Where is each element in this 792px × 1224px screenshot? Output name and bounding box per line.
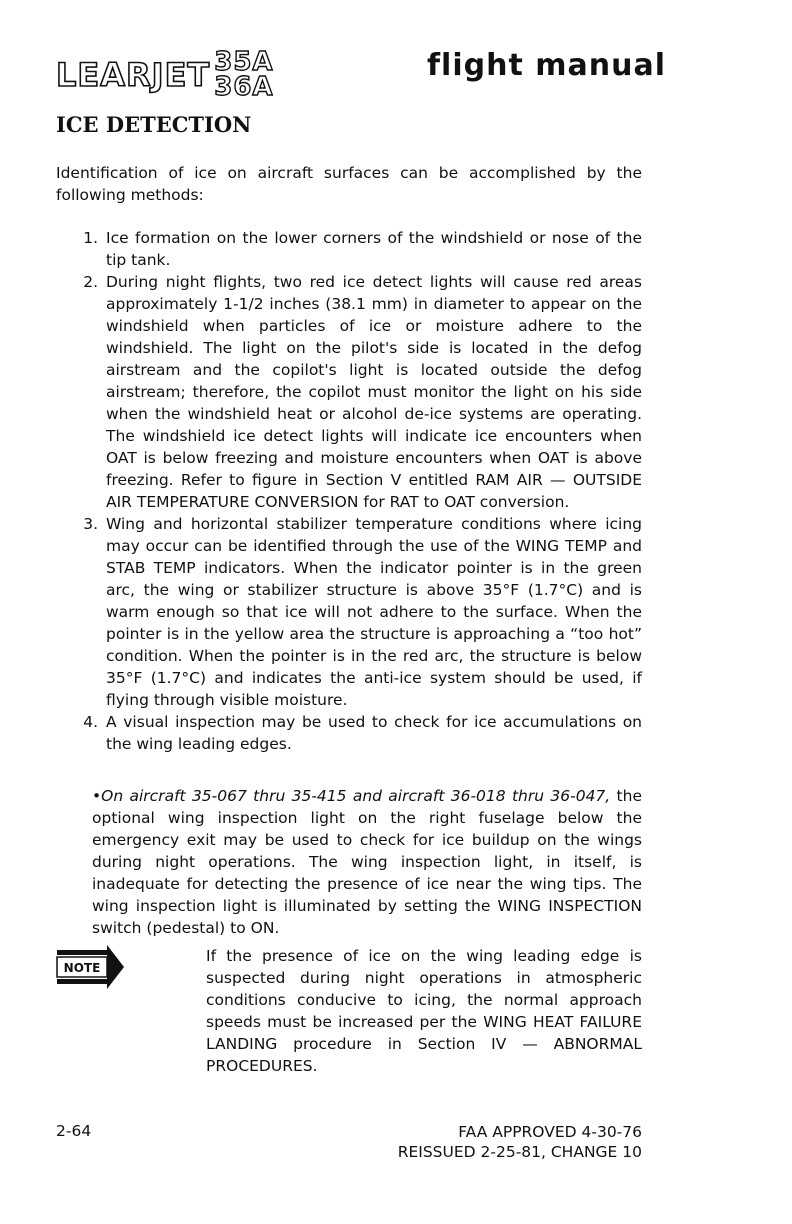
logo-model-36a: 36A bbox=[214, 72, 274, 102]
wing-inspection-bullet bbox=[92, 785, 642, 939]
logo-model-stack bbox=[214, 47, 274, 102]
approval-line: FAA APPROVED 4-30-76 bbox=[458, 1123, 642, 1141]
effectivity-text: On aircraft 35-067 thru 35-415 and aircraft 36-018 thru 36-047, bbox=[101, 787, 611, 805]
logo-wordmark: LEARJET bbox=[56, 56, 211, 94]
list-item-text: Wing and horizontal stabilizer temperature conditions where icing may occur can be identified through the use of the WING TEMP and STAB TEMP indicators. When the indicator pointer is in the green arc, the wing or stabilizer structure is above 35°F (1.7°C) and is warm enough so that ice will not adhere to the surface. When the pointer is in the yellow area the structure is approaching a “too hot” condition. When the pointer is in the red arc, the structure is below 35°F (1.7°C) and indicates the anti-ice system should be used, if flying through visible moisture. bbox=[106, 515, 642, 709]
list-item-number: 2. bbox=[83, 273, 98, 291]
reissue-line: REISSUED 2-25-81, CHANGE 10 bbox=[397, 1143, 642, 1161]
detection-methods-list bbox=[56, 227, 642, 755]
list-item-text: A visual inspection may be used to check for ice accumulations on the wing leading edges. bbox=[106, 713, 642, 753]
list-item bbox=[56, 227, 642, 271]
learjet-logo bbox=[56, 46, 274, 104]
note-text: If the presence of ice on the wing leading edge is suspected during night operations in atmospheric conditions conducive to icing, the normal approach speeds must be increased per the WING HEAT FAILURE LANDING procedure in Section IV — ABNORMAL PROCEDURES. bbox=[206, 947, 642, 1075]
list-item-number: 3. bbox=[83, 515, 98, 533]
list-item-number: 1. bbox=[83, 229, 98, 247]
revision-block bbox=[398, 1122, 642, 1162]
list-item-number: 4. bbox=[83, 713, 98, 731]
list-item-text: During night flights, two red ice detect lights will cause red areas approximately 1-1/2 inches (38.1 mm) in diameter to appear on the windshield when particles of ice or moisture adhere to the windshield. The light on the pilot's side is located in the defog airstream and the copilot's light is located outside the defog airstream; therefore, the copilot must monitor the light on his side when the windshield heat or alcohol de-ice systems are operating. The windshield ice detect lights will indicate ice encounters when OAT is below freezing and moisture encounters when OAT is above freezing. Refer to figure in Section V entitled RAM AIR — OUTSIDE AIR TEMPERATURE CONVERSION for RAT to OAT conversion. bbox=[106, 273, 642, 511]
manual-brand-title: flight manual bbox=[427, 48, 666, 83]
list-item bbox=[56, 711, 642, 755]
bullet-text: the optional wing inspection light on the right fuselage below the emergency exit may be used to check for ice buildup on the wings during night operations. The wing inspection light, in itself, is inadequate for detecting the presence of ice near the wing tips. The wing inspection light is illuminated by setting the WING INSPECTION switch (pedestal) to ON. bbox=[92, 787, 642, 937]
intro-paragraph: Identification of ice on aircraft surfaces can be accomplished by the following methods: bbox=[56, 164, 642, 204]
logo-model-35a: 35A bbox=[214, 47, 274, 78]
bullet-marker: • bbox=[92, 787, 102, 805]
page-number: 2-64 bbox=[56, 1122, 92, 1140]
list-item-text: Ice formation on the lower corners of the windshield or nose of the tip tank. bbox=[106, 229, 642, 269]
note-label: NOTE bbox=[63, 961, 101, 975]
section-title: ICE DETECTION bbox=[56, 112, 252, 137]
note-icon bbox=[56, 944, 126, 990]
list-item bbox=[56, 271, 642, 513]
list-item bbox=[56, 513, 642, 711]
